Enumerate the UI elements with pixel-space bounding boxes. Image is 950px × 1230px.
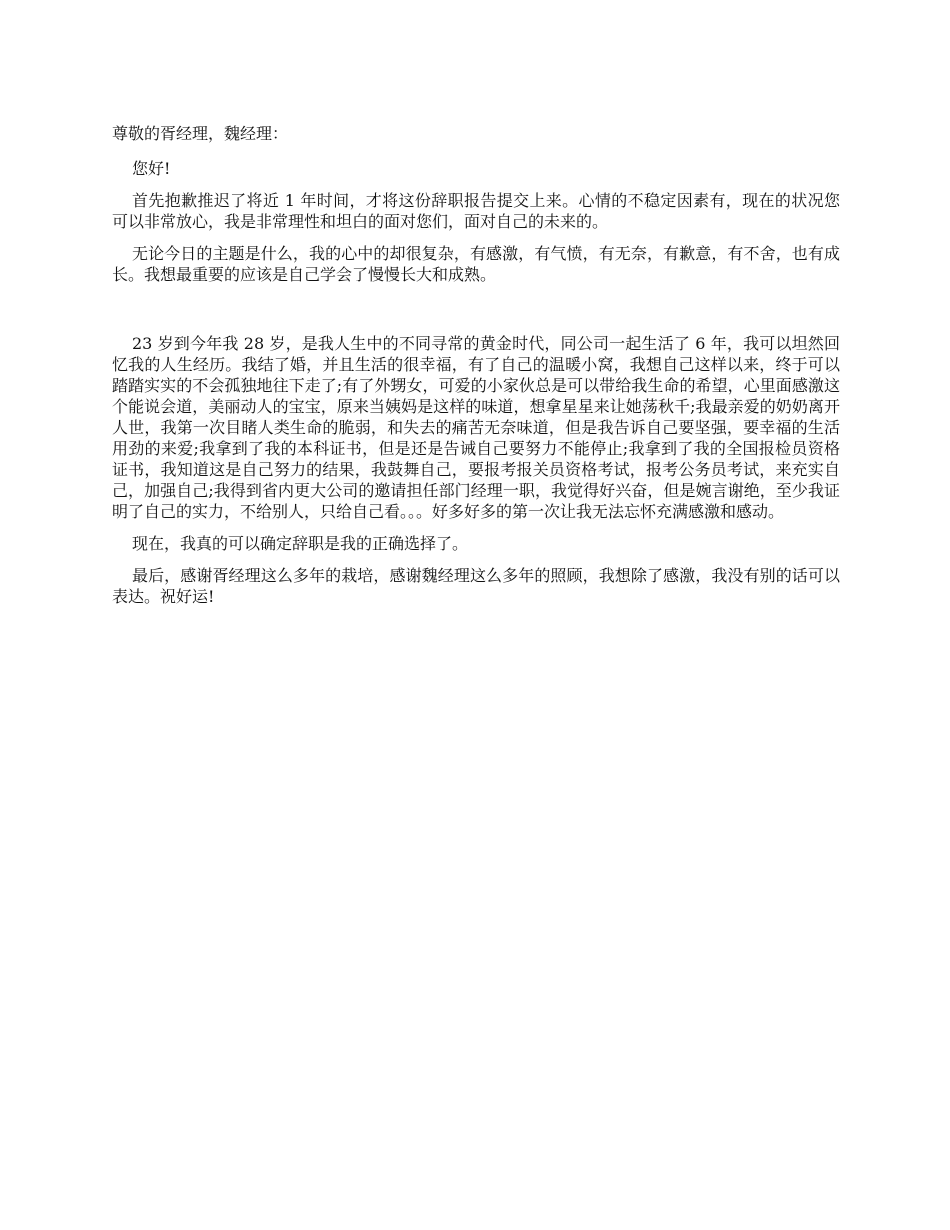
document-page xyxy=(112,123,840,618)
salutation: 尊敬的胥经理，魏经理： xyxy=(112,124,289,143)
paragraph-5: 最后，感谢胥经理这么多年的栽培，感谢魏经理这么多年的照顾，我想除了感激，我没有别的话可以表达。祝好运! xyxy=(112,566,840,606)
paragraph-1: 首先抱歉推迟了将近 1 年时间，才将这份辞职报告提交上来。心情的不稳定因素有，现在的状况您可以非常放心，我是非常理性和坦白的面对您们，面对自己的未来的。 xyxy=(112,191,840,231)
greeting: 您好! xyxy=(132,159,171,178)
paragraph-2: 无论今日的主题是什么，我的心中的却很复杂，有感激，有气愤，有无奈，有歉意，有不舍，也有成长。我想最重要的应该是自己学会了慢慢长大和成熟。 xyxy=(112,244,840,284)
paragraph-3: 23 岁到今年我 28 岁，是我人生中的不同寻常的黄金时代，同公司一起生活了 6 年，我可以坦然回忆我的人生经历。我结了婚，并且生活的很幸福，有了自己的温暖小窝，我想自己这样以来，终于可以踏踏实实的不会孤独地往下走了;有了外甥女，可爱的小家伙总是可以带给我生命的希望，心里面感激这个能说会道，美丽动人的宝宝，原来当姨妈是这样的味道，想拿星星来让她荡秋千;我最亲爱的奶奶离开人世，我第一次目睹人类生命的脆弱，和失去的痛苦无奈味道，但是我告诉自己要坚强，要幸福的生活用劲的来爱;我拿到了我的本科证书，但是还是告诫自己要努力不能停止;我拿到了我的全国报检员资格证书，我知道这是自己努力的结果，我鼓舞自己，要报考报关员资格考试，报考公务员考试，来充实自己，加强自己;我得到省内更大公司的邀请担任部门经理一职，我觉得好兴奋，但是婉言谢绝，至少我证明了自己的实力，不给别人，只给自己看。。。好多好多的第一次让我无法忘怀充满感激和感动。 xyxy=(112,334,840,521)
paragraph-4: 现在，我真的可以确定辞职是我的正确选择了。 xyxy=(132,534,469,553)
